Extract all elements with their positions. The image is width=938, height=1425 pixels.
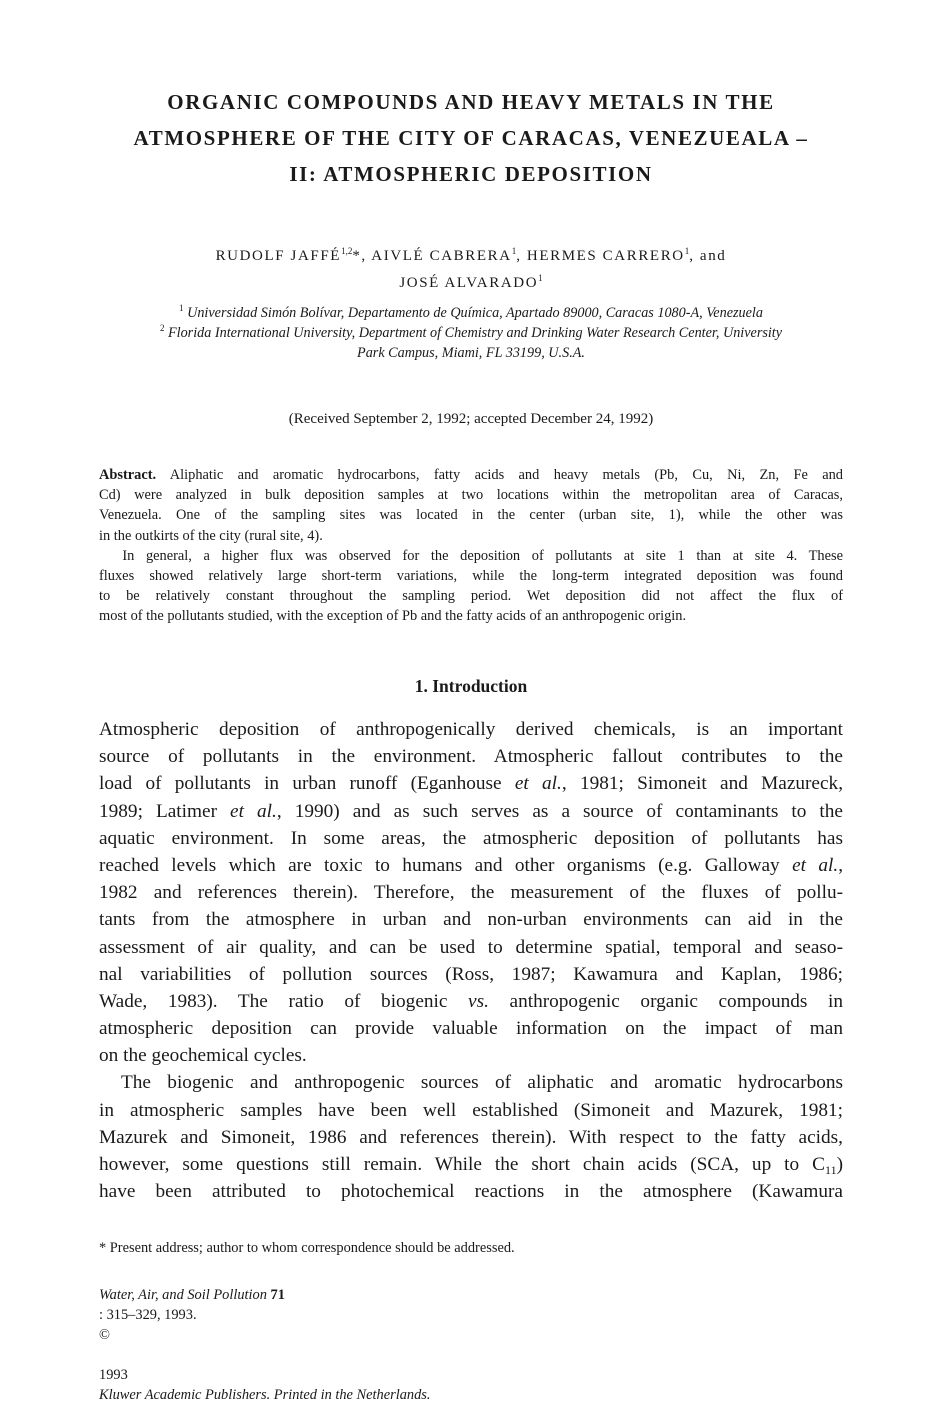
title-line: ATMOSPHERE OF THE CITY OF CARACAS, VENEZUEALA – [133,126,809,150]
affiliations [99,303,843,363]
affiliation-number: 1 [179,303,184,313]
body-line [99,852,843,879]
paragraph-1 [99,716,843,1069]
journal-name: Water, Air, and Soil Pollution [99,1287,267,1303]
body-text-run: reached levels which are toxic to humans and other organisms (e.g. Galloway [99,854,793,876]
abstract-line: Cd) were analyzed in bulk deposition samples at two locations within the metropolitan area of Caracas, [99,487,843,504]
body-line [99,988,843,1015]
author-name: RUDOLF JAFFÉ [215,248,342,264]
body-line [99,743,843,770]
abstract-label: Abstract. [99,467,157,483]
body-text-run: nal variabilities of pollution sources (Ross, 1987; Kawamura and Kaplan, 1986; [99,963,843,985]
body-text-run: , 1990) and as such serves as a source of contaminants to the [276,800,843,822]
received-dates: (Received September 2, 1992; accepted December 24, 1992) [288,411,654,427]
author-separator: , and [689,248,727,264]
body-text-run: atmospheric deposition can provide valuable information on the impact of man [99,1018,843,1040]
section-heading: 1. Introduction [414,676,528,696]
body-text-run: on the geochemical cycles. [99,1045,307,1067]
body-text-run: anthropogenic organic compounds in [488,990,843,1012]
abstract-line [99,465,843,485]
body-text-run: , 1981; Simoneit and Mazureck, [561,773,844,795]
body-line [99,825,843,852]
citation-line [99,1285,843,1325]
author-separator: , [516,248,527,264]
footnote: * Present address; author to whom correspondence should be addressed. [99,1240,515,1256]
affiliation-marker: 1,2 [341,246,353,256]
copyright-line [99,1325,843,1405]
author-list [99,243,843,297]
body-line [99,961,843,988]
publisher: Kluwer Academic Publishers. Printed in the Netherlands. [99,1387,431,1403]
italic-run: et al. [792,854,839,876]
author-name: HERMES CARRERO [526,248,685,264]
body-line: Mazurek and Simoneit, 1986 and references therein). With respect to the fatty acids, [99,1126,843,1148]
subscript: 11 [825,1163,837,1177]
body-text-run: 1982 and references therein). Therefore, the measurement of the fluxes of pollu- [99,882,843,904]
abstract-line: to be relatively constant throughout the sampling period. Wet deposition did not affect the flux of [99,588,843,605]
affiliation-number: 2 [159,323,165,333]
author-line [99,243,843,270]
italic-run: et al. [230,800,277,822]
body-line [99,1151,843,1178]
corresponding-marker: *, [352,248,372,264]
body-line [99,906,843,933]
body-line [99,879,843,906]
title-line: II: ATMOSPHERIC DEPOSITION [289,162,653,186]
italic-run: et al. [514,773,562,795]
body-text-run: tants from the atmosphere in urban and non-urban environments can aid in the [99,909,843,931]
copyright-year: 1993 [99,1367,128,1383]
affiliation-marker: 1 [511,246,517,256]
body-text-run: Atmospheric deposition of anthropogenically derived chemicals, is an important [99,719,843,740]
affiliation-2 [99,323,843,343]
abstract-line: most of the pollutants studied, with the exception of Pb and the fatty acids of an anthropogenic origin. [99,608,687,625]
body-line [99,1015,843,1042]
body-line [99,798,843,825]
body-line [99,1042,843,1069]
affiliation-2-cont: Park Campus, Miami, FL 33199, U.S.A. [357,345,585,361]
abstract-text: In general, a higher flux was observed for the deposition of pollutants at site 1 than at site 4. These [122,547,843,564]
author-name: AIVLÉ CABRERA [371,248,512,264]
body-line [99,716,843,743]
journal-pages: : 315–329, 1993. [99,1307,197,1323]
body-text-run: , [838,854,844,876]
affiliation-marker: 1 [538,273,543,283]
body-text-run: assessment of air quality, and can be used to determine spatial, temporal and seaso- [99,936,843,958]
body-text-run: ) [836,1154,843,1175]
italic-run: vs. [468,990,489,1012]
affiliation-marker: 1 [684,246,690,256]
copyright-symbol: © [99,1327,110,1343]
author-line [99,270,843,297]
affiliation-text: Universidad Simón Bolívar, Departamento de Química, Apartado 89000, Caracas 1080-A, Venezuela [187,305,763,321]
body-text-run: source of pollutants in the environment. Atmospheric fallout contributes to the [99,746,843,768]
affiliation-1 [99,303,843,323]
body-line: The biogenic and anthropogenic sources of aliphatic and aromatic hydrocarbons [121,1072,843,1094]
abstract-text: Aliphatic and aromatic hydrocarbons, fatty acids and heavy metals (Pb, Cu, Ni, Zn, Fe and [169,467,843,483]
abstract [99,465,843,627]
journal-volume: 71 [270,1287,285,1303]
abstract-line [99,546,843,566]
body-text-run: load of pollutants in urban runoff (Eganhouse [99,773,515,795]
body-line: in atmospheric samples have been well established (Simoneit and Mazurek, 1981; [99,1099,843,1121]
body-text-run: 1989; Latimer [99,800,231,822]
body-line: have been attributed to photochemical reactions in the atmosphere (Kawamura [99,1181,843,1203]
abstract-line: fluxes showed relatively large short-term variations, while the long-term integrated deposition was found [99,568,843,585]
author-name: JOSÉ ALVARADO [399,275,539,291]
body-line [99,934,843,961]
title-line: ORGANIC COMPOUNDS AND HEAVY METALS IN THE [167,90,775,114]
abstract-line: in the outkirts of the city (rural site, 4). [99,527,323,544]
abstract-line: Venezuela. One of the sampling sites was located in the center (urban site, 1), while the other was [99,507,843,524]
journal-footer [99,1285,843,1405]
body-text-run: aquatic environment. In some areas, the atmospheric deposition of pollutants has [99,827,843,849]
paper-title [99,84,843,192]
body-text [99,716,843,1205]
affiliation-text: Florida International University, Department of Chemistry and Drinking Water Research Center, University [167,325,783,341]
body-text-run: Wade, 1983). The ratio of biogenic [99,990,469,1012]
body-text-run: however, some questions still remain. While the short chain acids (SCA, up to C [99,1154,826,1175]
body-line [99,770,843,797]
